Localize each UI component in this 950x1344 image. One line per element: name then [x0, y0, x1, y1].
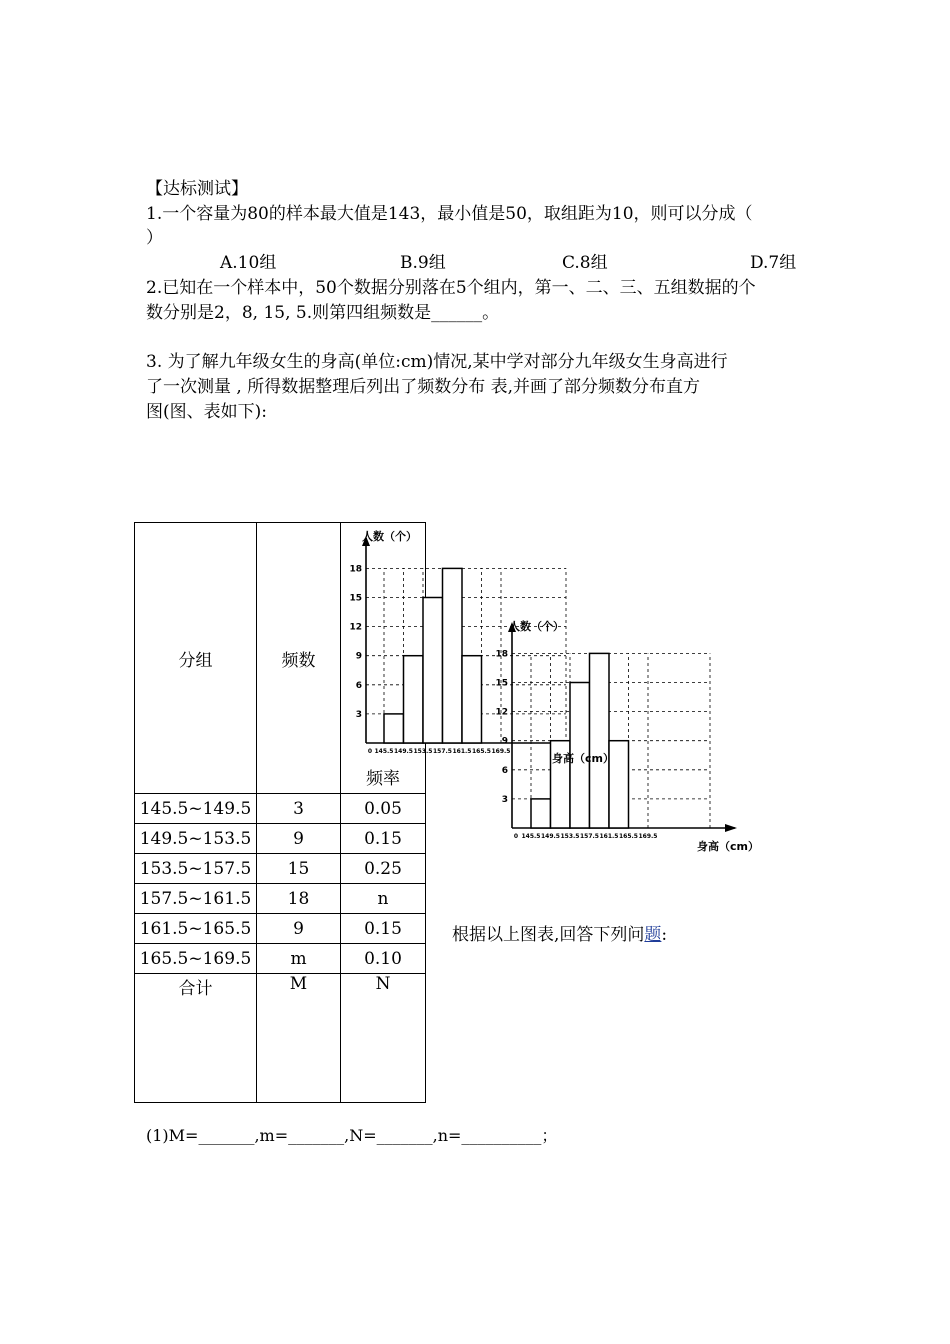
x-axis-label: 身高（cm）	[697, 840, 759, 853]
header-frequency-count: 频数	[257, 523, 341, 794]
question-2-line-2: 数分别是2，8, 15, 5.则第四组频数是______。	[146, 303, 500, 323]
cell-group: 149.5~153.5	[135, 824, 257, 854]
x-tick-label: 169.5	[491, 748, 511, 755]
cell-group: 153.5~157.5	[135, 854, 257, 884]
histogram-bar	[404, 656, 424, 743]
histogram-bar	[443, 568, 463, 743]
header-frequency-rate: 频率	[366, 769, 400, 789]
x-tick-label: 149.5	[394, 748, 413, 755]
x-tick-label: 165.5	[619, 833, 638, 840]
y-tick-label: 18	[349, 564, 362, 575]
x-tick-label: 157.5	[580, 833, 599, 840]
cell-rate: 0.10	[341, 944, 426, 974]
y-tick-label: 12	[349, 622, 362, 633]
cell-count: 9	[257, 914, 341, 944]
y-tick-label: 3	[355, 709, 362, 720]
x-tick-label: 149.5	[541, 833, 560, 840]
cell-rate: 0.15	[341, 824, 426, 854]
question-3-line-3: 图(图、表如下):	[146, 402, 267, 422]
y-tick-label: 18	[495, 649, 508, 660]
section-title: 【达标测试】	[146, 179, 248, 199]
cell-group: 157.5~161.5	[135, 884, 257, 914]
histogram-bar	[462, 656, 482, 743]
question-link[interactable]: 题	[644, 925, 662, 945]
option-a: A.10组	[220, 253, 277, 273]
y-tick-label: 3	[501, 794, 508, 805]
question-3-line-2: 了一次测量 , 所得数据整理后列出了频数分布 表,并画了部分频数分布直方	[146, 377, 701, 397]
x-tick-label: 0	[513, 833, 519, 840]
y-tick-label: 6	[501, 765, 508, 776]
y-tick-label: 15	[495, 678, 508, 689]
cell-count: 15	[257, 854, 341, 884]
x-tick-label: 165.5	[472, 748, 491, 755]
histogram-chart-1	[349, 529, 587, 755]
y-axis-label: 人数（个）	[362, 530, 417, 543]
option-b: B.9组	[400, 253, 446, 273]
cell-total-rate: N	[341, 974, 426, 1103]
cell-rate: 0.05	[341, 794, 426, 824]
answer-prompt	[452, 924, 667, 946]
x-tick-label: 0	[367, 748, 373, 755]
cell-count: 3	[257, 794, 341, 824]
x-tick-label: 153.5	[413, 748, 433, 755]
y-tick-label: 12	[495, 707, 508, 718]
question-1-line-2: ）	[146, 228, 163, 248]
question-3-line-1: 3. 为了解九年级女生的身高(单位:cm)情况,某中学对部分九年级女生身高进行	[146, 352, 728, 372]
histogram-bar	[590, 653, 610, 828]
header-group: 分组	[135, 523, 257, 794]
histogram-bar	[531, 799, 551, 828]
cell-rate: 0.15	[341, 914, 426, 944]
x-tick-label: 169.5	[638, 833, 658, 840]
x-tick-label: 157.5	[433, 748, 452, 755]
histogram-bar	[384, 714, 404, 743]
y-tick-label: 15	[349, 593, 362, 604]
x-tick-label: 161.5	[452, 748, 472, 755]
question-2-line-1: 2.已知在一个样本中，50个数据分别落在5个组内，第一、二、三、五组数据的个	[146, 278, 756, 298]
cell-rate: 0.25	[341, 854, 426, 884]
x-tick-label: 153.5	[560, 833, 580, 840]
x-axis-arrow	[725, 824, 737, 832]
answer-line: (1)M=_______,m=_______,N=_______,n=__________；	[146, 1126, 558, 1145]
answer-prompt-text: 根据以上图表,回答下列问	[452, 925, 645, 945]
x-tick-label: 145.5	[521, 833, 541, 840]
histogram-bar	[423, 598, 443, 744]
cell-total-count: M	[257, 974, 341, 1103]
chart-xlabel-overlap: 身高（cm）	[552, 752, 614, 765]
y-tick-label: 9	[501, 736, 508, 747]
option-c: C.8组	[562, 253, 608, 273]
y-axis-label: 人数（个）	[509, 620, 564, 633]
cell-count: 9	[257, 824, 341, 854]
y-tick-label: 6	[355, 680, 362, 691]
cell-count: m	[257, 944, 341, 974]
x-tick-label: 145.5	[374, 748, 394, 755]
x-tick-label: 161.5	[599, 833, 619, 840]
cell-group: 145.5~149.5	[135, 794, 257, 824]
cell-group: 161.5~165.5	[135, 914, 257, 944]
cell-total-label: 合计	[135, 974, 257, 1103]
option-d: D.7组	[750, 253, 797, 273]
cell-rate: n	[341, 884, 426, 914]
answer-prompt-suffix: :	[661, 925, 668, 945]
y-tick-label: 9	[355, 651, 362, 662]
cell-group: 165.5~169.5	[135, 944, 257, 974]
cell-count: 18	[257, 884, 341, 914]
question-1-line-1: 1.一个容量为80的样本最大值是143，最小值是50，取组距为10，则可以分成（	[146, 204, 753, 224]
histogram-chart-2	[495, 619, 759, 853]
